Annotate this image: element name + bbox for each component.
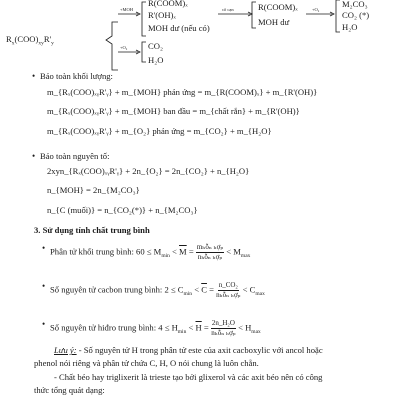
mid-branch-item: MOH dư [258,17,290,27]
top-branch-item: MOH dư (nếu có) [148,23,210,33]
avg-carbon-fraction: $\frac{\text{n\_CO₂}}{\text{nₕỗₙ ₕợₚ}}$ [216,281,241,299]
mass-eq-3: m_{Rₓ(COO)ₓᵧR'ᵧ} + m_{O₂} phản ứng = m_{CO₂} + m_{H₂O} [47,126,272,136]
atom-eq-1: 2xyn_{Rₓ(COO)ₓᵧR'ᵧ} + 2n_{O₂} = 2n_{CO₂} + n_{H₂O} [47,166,250,176]
mass-eq-2: m_{Rₓ(COO)ₓᵧR'ᵧ} + m_{MOH} ban đầu = m_{chất rắn} + m_{R'(OH)} [47,106,300,116]
avg-molar-mass-fraction: $\frac{\text{mₕỗₙ ₕợₚ}}{\text{nₕỗₙ ₕợₚ}}$ [196,243,224,261]
right-branch-brace [336,0,340,32]
arrow-top-label: +MOH [120,7,134,12]
note-line-4: thức tổng quát dạng: [34,385,105,395]
saponification-scheme-diagram [0,0,400,80]
section-3-heading: 3. Sử dụng tính chất trung bình [34,225,150,235]
top-branch-brace [142,2,146,36]
bottom-branch-brace [142,42,146,62]
note-label: Lưu ý: [54,345,77,355]
top-branch-item: R'(OH)ₓ [148,10,176,20]
reactant-formula: $R_x(COO)_{xy}R'_y$ [6,34,54,47]
right-branch-item: H₂O [342,22,358,32]
atom-eq-2: n_{MOH} = 2n_{M₂CO₃} [47,185,140,195]
mass-conservation-heading: • Bảo toàn khối lượng: [40,72,113,81]
mass-eq-1: m_{Rₓ(COO)ₓᵧR'ᵧ} + m_{MOH} phản ứng = m_{R(COOM)ₓ} + m_{R'(OH)} [47,87,318,97]
note-paragraph-1: Lưu ý: - Số nguyên tử H trong phân tử este của axit cacboxylic với ancol hoặc [54,345,323,355]
avg-molar-mass-line: • Phân tử khối trung bình: $60 \le M_{min} < \overline{M}$ = $\frac{\text{mₕỗₙ ₕợₚ}}{\text{nₕỗₙ ₕợₚ}}$ < $M_{max}$ [50,244,250,261]
atom-conservation-heading: • Bảo toàn nguyên tố: [40,152,109,161]
top-branch-item: R(COOM)ₓ [148,0,188,8]
right-branch-item: CO₂ (*) [342,10,370,20]
avg-hydrogen-fraction: $\frac{\text{2n\_H₂O}}{\text{nₕỗₙ ₕợₚ}}$ [211,319,236,337]
bottom-branch-item: H₂O [148,55,164,65]
arrow-mid-label: cô cạn [222,7,234,12]
right-branch-item: M₂CO₃ [342,0,368,9]
arrow-right-label: +O₂ [312,7,320,12]
avg-hydrogen-line: • Số nguyên tử hiđro trung bình: $4 \le H_{min} < \overline{H}$ = $\frac{\text{2n\_H₂O}}{\text{nₕỗₙ ₕợₚ}}$ < $H_{max}$ [50,320,261,337]
note-line-2: phenol nói riêng và phân tử chứa C, H, O nói chung là luôn chẵn. [34,358,259,368]
mid-branch-item: R(COOM)ₓ [258,2,298,12]
avg-carbon-line: • Số nguyên tử cacbon trung bình: $2 \le C_{min} < \overline{C}$ = $\frac{\text{n\_CO₂}}{\text{nₕỗₙ ₕợₚ}}$ < $C_{max}$ [50,282,265,299]
mid-branch-brace [252,2,256,28]
atom-eq-3: n_{C (muối)} = n_{CO₂(*)} + n_{M₂CO₃} [47,205,198,215]
arrow-bottom-label: +O₂ [120,45,128,50]
note-line-3: - Chất béo hay triglixerit là trieste tạo bởi glixerol và các axit béo nên có công [54,372,323,382]
reactant-brace [106,22,118,70]
bottom-branch-item: CO₂ [148,41,163,51]
